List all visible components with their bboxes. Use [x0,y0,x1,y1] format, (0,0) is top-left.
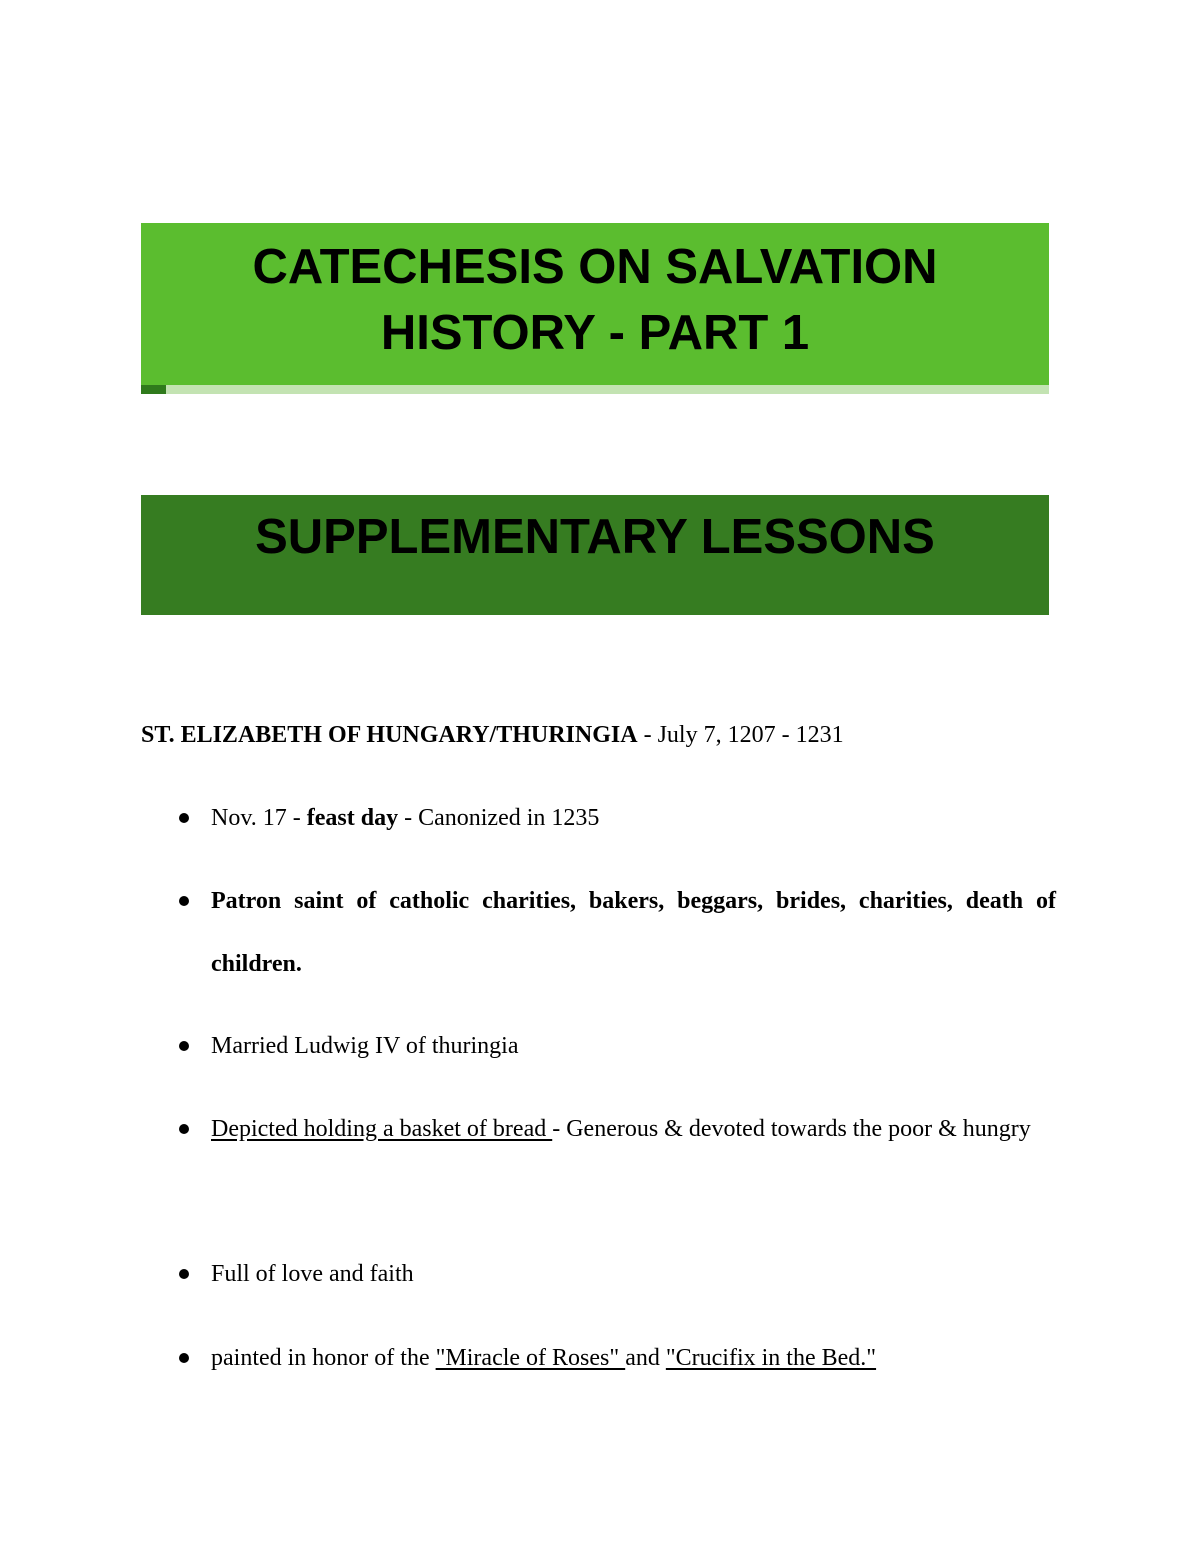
married-text: Married Ludwig IV of thuringia [211,1033,519,1059]
list-item-patron [211,870,1056,996]
painted-mid: and [625,1345,666,1371]
miracle-of-roses-link: "Miracle of Roses" [435,1345,626,1371]
title-line-2: HISTORY - PART 1 [380,306,810,360]
love-text: Full of love and faith [211,1261,414,1287]
saint-dates: - July 7, 1207 - 1231 [637,722,844,748]
bullet-dot-icon [179,896,189,906]
feast-label: feast day [306,805,399,831]
supplementary-title: SUPPLEMENTARY LESSONS [255,510,935,564]
bullet-dot-icon [179,1124,189,1134]
list-item-depicted [211,1098,1056,1161]
painted-prefix: painted in honor of the [211,1345,436,1371]
title-banner [141,223,1049,385]
list-item-feast [211,787,1056,850]
saint-name: ST. ELIZABETH OF HUNGARY/THURINGIA [141,722,638,748]
list-item-married [211,1015,1056,1078]
title-line-1: CATECHESIS ON SALVATION [252,240,938,294]
supplementary-banner [141,495,1049,615]
depicted-underlined: Depicted holding a basket of bread [211,1116,553,1142]
depicted-rest: - Generous & devoted towards the poor & hungry [552,1116,1031,1142]
bullet-dot-icon [179,813,189,823]
title-underline-rule [141,385,1049,394]
bullet-dot-icon [179,1269,189,1279]
patron-text: Patron saint of catholic charities, bakers, beggars, brides, charities, death of children. [211,888,1056,977]
crucifix-in-the-bed-link: "Crucifix in the Bed." [665,1345,877,1371]
saint-heading [141,718,844,752]
rule-accent [141,385,166,394]
bullet-dot-icon [179,1353,189,1363]
feast-rest: - Canonized in 1235 [398,805,600,831]
feast-date: Nov. 17 - [211,805,307,831]
bullet-dot-icon [179,1041,189,1051]
list-item-painted [211,1327,1056,1390]
list-item-love [211,1243,1056,1306]
